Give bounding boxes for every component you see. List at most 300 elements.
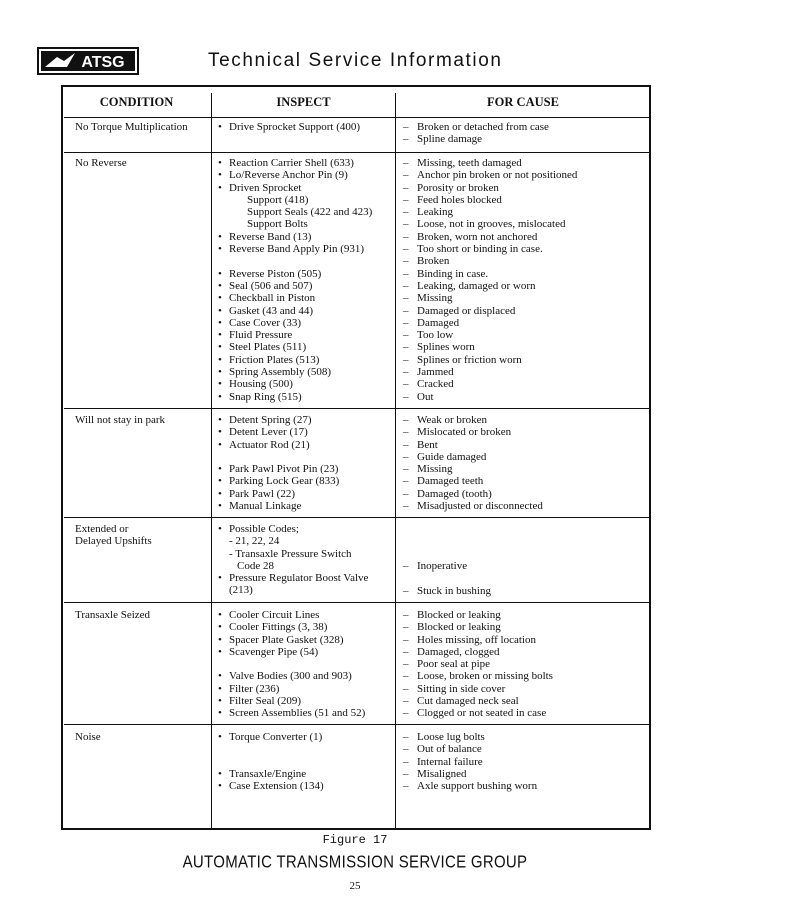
condition-cell: [75, 121, 188, 133]
spacer: [218, 743, 324, 755]
inspect-item: [218, 523, 368, 535]
dash-icon: –: [403, 230, 409, 243]
bullet-icon: •: [218, 414, 222, 426]
inspect-item: [218, 305, 372, 317]
inspect-text: Scavenger Pipe (54): [229, 645, 319, 658]
dash-icon: –: [403, 206, 409, 219]
bullet-icon: •: [218, 633, 222, 646]
condition-text: No Torque Multiplication: [75, 121, 188, 133]
cause-item: [403, 218, 577, 230]
bullet-icon: •: [218, 463, 222, 476]
dash-icon: –: [403, 378, 409, 391]
bullet-icon: •: [218, 316, 222, 329]
cause-text: Spline damage: [417, 133, 483, 146]
cause-item: [403, 329, 577, 341]
cause-text: Axle support bushing worn: [417, 780, 538, 793]
inspect-item: [218, 475, 339, 487]
inspect-item: [218, 206, 372, 218]
inspect-item: [218, 317, 372, 329]
cause-text: Clogged or not seated in case: [417, 707, 547, 720]
spacer: [218, 756, 324, 768]
inspect-item: [218, 439, 339, 451]
inspect-item: [218, 707, 365, 719]
inspect-item: [218, 329, 372, 341]
dash-icon: –: [403, 366, 409, 379]
bullet-icon: •: [218, 475, 222, 488]
inspect-item: [218, 243, 372, 255]
dash-icon: –: [403, 609, 409, 621]
inspect-item: [218, 426, 339, 438]
inspect-text: Steel Plates (511): [229, 341, 307, 354]
dash-icon: –: [403, 438, 409, 451]
cause-item: [403, 292, 577, 304]
bullet-icon: •: [218, 181, 222, 194]
cause-text: Anchor pin broken or not positioned: [417, 169, 578, 182]
inspect-item: [218, 463, 339, 475]
cause-cell: [403, 157, 577, 403]
cause-text: Holes missing, off location: [417, 633, 536, 646]
cause-cell: [403, 121, 549, 146]
cause-item: [403, 378, 577, 390]
cause-item: [403, 317, 577, 329]
inspect-item: [218, 683, 365, 695]
spacer: [218, 658, 365, 670]
dash-icon: –: [403, 500, 409, 513]
dash-icon: –: [403, 767, 409, 780]
inspect-item: [218, 391, 372, 403]
cause-item: [403, 231, 577, 243]
dash-icon: –: [403, 707, 409, 720]
cause-item: [403, 414, 543, 426]
row-separator: [64, 517, 650, 518]
cause-item: [403, 658, 553, 670]
inspect-text: Transaxle/Engine: [229, 767, 307, 780]
bullet-icon: •: [218, 780, 222, 793]
cause-item: [403, 560, 467, 572]
condition-cell: [75, 609, 150, 621]
inspect-text: Pressure Regulator Boost Valve: [229, 572, 369, 585]
cause-text: Damaged, clogged: [417, 645, 500, 658]
inspect-item: [218, 292, 372, 304]
cause-text: Leaking, damaged or worn: [417, 279, 536, 292]
inspect-text: Driven Sprocket: [229, 181, 302, 194]
cause-item: [403, 255, 577, 267]
inspect-item: [218, 182, 372, 194]
inspect-item: [218, 488, 339, 500]
row-separator: [64, 152, 650, 153]
cause-item: [403, 439, 543, 451]
cause-item: [403, 206, 577, 218]
condition-text: Extended or: [75, 523, 129, 535]
condition-cell: [75, 157, 127, 169]
dash-icon: –: [403, 450, 409, 463]
bullet-icon: •: [218, 243, 222, 256]
bullet-icon: •: [218, 390, 222, 403]
inspect-item: [218, 584, 368, 596]
dash-icon: –: [403, 658, 409, 671]
dash-icon: –: [403, 157, 409, 169]
cause-item: [403, 243, 577, 255]
cause-item: [403, 768, 537, 780]
dash-icon: –: [403, 584, 409, 597]
dash-icon: –: [403, 181, 409, 194]
inspect-text: Support Seals (422 and 423): [247, 206, 373, 219]
figure-caption: Figure 17: [322, 833, 388, 847]
bullet-icon: •: [218, 267, 222, 280]
cause-text: Mislocated or broken: [417, 426, 512, 439]
cause-text: Blocked or leaking: [417, 621, 501, 634]
cause-item: [403, 780, 537, 792]
dash-icon: –: [403, 621, 409, 634]
inspect-text: Actuator Rod (21): [229, 438, 310, 451]
inspect-item: [218, 354, 372, 366]
inspect-item: [218, 121, 360, 133]
inspect-text: Spring Assembly (508): [229, 366, 332, 379]
cause-text: Damaged: [417, 316, 460, 329]
cause-item: [403, 585, 491, 597]
dash-icon: –: [403, 645, 409, 658]
cause-item: [403, 157, 577, 169]
dash-icon: –: [403, 341, 409, 354]
dash-icon: –: [403, 487, 409, 500]
cause-item: [403, 354, 577, 366]
bullet-icon: •: [218, 329, 222, 342]
cause-item: [403, 475, 543, 487]
inspect-text: Lo/Reverse Anchor Pin (9): [229, 169, 348, 182]
dash-icon: –: [403, 743, 409, 756]
cause-text: Loose lug bolts: [417, 731, 485, 743]
inspect-text: Valve Bodies (300 and 903): [229, 670, 352, 683]
inspect-text: Support (418): [247, 193, 309, 206]
inspect-text: Filter Seal (209): [229, 695, 302, 708]
inspect-text: (213): [229, 584, 253, 597]
bullet-icon: •: [218, 341, 222, 354]
row-separator: [64, 602, 650, 603]
inspect-text: Support Bolts: [247, 218, 308, 231]
inspect-text: Torque Converter (1): [229, 731, 323, 743]
row-separator: [64, 408, 650, 409]
cause-text: Too short or binding in case.: [417, 243, 543, 256]
cause-text: Jammed: [417, 366, 454, 379]
inspect-text: Housing (500): [229, 378, 293, 391]
condition-text: Transaxle Seized: [75, 609, 151, 621]
cause-text: Broken: [417, 255, 450, 268]
cause-text: Blocked or leaking: [417, 609, 501, 621]
bullet-icon: •: [218, 645, 222, 658]
inspect-text: Park Pawl Pivot Pin (23): [229, 463, 339, 476]
dash-icon: –: [403, 695, 409, 708]
cause-text: Porosity or broken: [417, 181, 499, 194]
cause-text: Binding in case.: [417, 267, 489, 280]
cause-text: Splines or friction worn: [417, 353, 522, 366]
inspect-text: Spacer Plate Gasket (328): [229, 633, 344, 646]
inspect-item: [218, 414, 339, 426]
cause-text: Splines worn: [417, 341, 475, 354]
inspect-text: Park Pawl (22): [229, 487, 295, 500]
condition-text: No Reverse: [75, 157, 127, 169]
row-separator: [64, 724, 650, 725]
inspect-item: [218, 621, 365, 633]
bullet-icon: •: [218, 621, 222, 634]
bullet-icon: •: [218, 169, 222, 182]
inspect-item: [218, 169, 372, 181]
inspect-text: Snap Ring (515): [229, 390, 302, 403]
cause-item: [403, 683, 553, 695]
cause-text: Cut damaged neck seal: [417, 695, 519, 708]
bullet-icon: •: [218, 523, 222, 535]
inspect-text: Drive Sprocket Support (400): [229, 121, 361, 133]
cause-item: [403, 646, 553, 658]
bullet-icon: •: [218, 670, 222, 683]
inspect-item: [218, 695, 365, 707]
inspect-item: [218, 670, 365, 682]
condition-text: Delayed Upshifts: [75, 535, 152, 548]
inspect-item: [218, 378, 372, 390]
cause-text: Misaligned: [417, 767, 467, 780]
logo-text: ATSG: [81, 54, 125, 71]
cause-item: [403, 707, 553, 719]
bullet-icon: •: [218, 731, 222, 743]
bullet-icon: •: [218, 279, 222, 292]
inspect-item: [218, 500, 339, 512]
inspect-item: [218, 548, 368, 560]
cause-item: [403, 280, 577, 292]
condition-text: Noise: [75, 731, 101, 743]
inspect-cell: [218, 414, 339, 512]
dash-icon: –: [403, 426, 409, 439]
bullet-icon: •: [218, 572, 222, 585]
inspect-item: [218, 268, 372, 280]
cause-item: [403, 133, 549, 145]
bullet-icon: •: [218, 500, 222, 513]
dash-icon: –: [403, 731, 409, 743]
cause-item: [403, 366, 577, 378]
cause-text: Damaged (tooth): [417, 487, 492, 500]
cause-text: Internal failure: [417, 755, 483, 768]
bullet-icon: •: [218, 157, 222, 169]
inspect-item: [218, 194, 372, 206]
dash-icon: –: [403, 267, 409, 280]
inspect-item: [218, 157, 372, 169]
cause-item: [403, 634, 553, 646]
inspect-item: [218, 572, 368, 584]
cause-item: [403, 756, 537, 768]
dash-icon: –: [403, 255, 409, 268]
dash-icon: –: [403, 304, 409, 317]
dash-icon: –: [403, 390, 409, 403]
inspect-text: Detent Spring (27): [229, 414, 312, 426]
dash-icon: –: [403, 329, 409, 342]
column-divider-1: [211, 93, 212, 828]
inspect-item: [218, 634, 365, 646]
dash-icon: –: [403, 316, 409, 329]
bullet-icon: •: [218, 426, 222, 439]
cause-item: [403, 731, 537, 743]
cause-text: Leaking: [417, 206, 454, 219]
inspect-item: [218, 609, 365, 621]
cause-text: Stuck in bushing: [417, 584, 491, 597]
cause-text: Broken or detached from case: [417, 121, 549, 133]
inspect-text: Reverse Band (13): [229, 230, 312, 243]
condition-cell: [75, 731, 101, 743]
inspect-cell: [218, 157, 372, 403]
dash-icon: –: [403, 633, 409, 646]
header-inspect: INSPECT: [276, 95, 331, 109]
inspect-cell: [218, 731, 324, 792]
cause-text: Cracked: [417, 378, 454, 391]
bullet-icon: •: [218, 487, 222, 500]
dash-icon: –: [403, 414, 409, 426]
inspect-text: Case Extension (134): [229, 780, 324, 793]
atsg-logo: [37, 47, 139, 75]
cause-item: [403, 670, 553, 682]
cause-item: [403, 426, 543, 438]
dash-icon: –: [403, 475, 409, 488]
cause-item: [403, 609, 553, 621]
cause-text: Broken, worn not anchored: [417, 230, 538, 243]
inspect-text: Filter (236): [229, 682, 280, 695]
cause-text: Too low: [417, 329, 454, 342]
page-title: Technical Service Information: [208, 50, 503, 71]
cause-item: [403, 500, 543, 512]
cause-item: [403, 463, 543, 475]
dash-icon: –: [403, 193, 409, 206]
cause-text: Missing: [417, 292, 453, 305]
inspect-text: Reaction Carrier Shell (633): [229, 157, 354, 169]
inspect-cell: [218, 523, 368, 597]
cause-item: [403, 268, 577, 280]
inspect-item: [218, 366, 372, 378]
dash-icon: –: [403, 133, 409, 146]
cause-item: [403, 194, 577, 206]
dash-icon: –: [403, 670, 409, 683]
cause-text: Missing, teeth damaged: [417, 157, 522, 169]
inspect-text: Seal (506 and 507): [229, 279, 313, 292]
cause-item: [403, 743, 537, 755]
inspect-text: Case Cover (33): [229, 316, 302, 329]
bullet-icon: •: [218, 304, 222, 317]
cause-text: Damaged or displaced: [417, 304, 516, 317]
bullet-icon: •: [218, 438, 222, 451]
dash-icon: –: [403, 243, 409, 256]
dash-icon: –: [403, 169, 409, 182]
inspect-text: Reverse Band Apply Pin (931): [229, 243, 365, 256]
bullet-icon: •: [218, 609, 222, 621]
inspect-text: Friction Plates (513): [229, 353, 320, 366]
inspect-text: Checkball in Piston: [229, 292, 316, 305]
cause-text: Out of balance: [417, 743, 482, 756]
inspect-text: Detent Lever (17): [229, 426, 308, 439]
cause-item: [403, 391, 577, 403]
inspect-text: Code 28: [237, 559, 274, 572]
inspect-item: [218, 646, 365, 658]
cause-text: Inoperative: [417, 559, 468, 572]
inspect-cell: [218, 609, 365, 720]
condition-cell: [75, 414, 165, 426]
dash-icon: –: [403, 463, 409, 476]
cause-text: Misadjusted or disconnected: [417, 500, 543, 513]
row-separator: [64, 117, 650, 118]
header-condition: CONDITION: [99, 95, 174, 109]
cause-text: Sitting in side cover: [417, 682, 506, 695]
inspect-text: - Transaxle Pressure Switch: [229, 547, 352, 560]
cause-text: Loose, broken or missing bolts: [417, 670, 553, 683]
spacer: [218, 255, 372, 267]
condition-text: Will not stay in park: [75, 414, 165, 426]
dash-icon: –: [403, 682, 409, 695]
inspect-text: Possible Codes;: [229, 523, 299, 535]
cause-item: [403, 305, 577, 317]
bullet-icon: •: [218, 230, 222, 243]
bullet-icon: •: [218, 695, 222, 708]
dash-icon: –: [403, 780, 409, 793]
dash-icon: –: [403, 353, 409, 366]
inspect-item: [218, 218, 372, 230]
cause-text: Out: [417, 390, 434, 403]
inspect-cell: [218, 121, 360, 133]
dash-icon: –: [403, 755, 409, 768]
cause-item: [403, 451, 543, 463]
cause-text: Bent: [417, 438, 438, 451]
cause-item: [403, 341, 577, 353]
inspect-item: [218, 231, 372, 243]
inspect-text: Gasket (43 and 44): [229, 304, 314, 317]
inspect-text: Cooler Fittings (3, 38): [229, 621, 328, 634]
bullet-icon: •: [218, 353, 222, 366]
inspect-item: [218, 560, 368, 572]
bullet-icon: •: [218, 292, 222, 305]
column-divider-2: [395, 93, 396, 828]
cause-text: Loose, not in grooves, mislocated: [417, 218, 566, 231]
inspect-text: Manual Linkage: [229, 500, 302, 513]
condition-cell: [75, 523, 152, 548]
cause-text: Guide damaged: [417, 450, 487, 463]
inspect-item: [218, 768, 324, 780]
inspect-text: Parking Lock Gear (833): [229, 475, 340, 488]
cause-item: [403, 182, 577, 194]
page-number: 25: [349, 880, 361, 892]
cause-text: Weak or broken: [417, 414, 487, 426]
inspect-item: [218, 280, 372, 292]
dash-icon: –: [403, 559, 409, 572]
cause-item: [403, 621, 553, 633]
cause-text: Damaged teeth: [417, 475, 484, 488]
inspect-item: [218, 535, 368, 547]
inspect-item: [218, 341, 372, 353]
bullet-icon: •: [218, 366, 222, 379]
cause-item: [403, 488, 543, 500]
cause-item: [403, 121, 549, 133]
footer-title: AUTOMATIC TRANSMISSION SERVICE GROUP: [182, 852, 528, 873]
header-cause: FOR CAUSE: [487, 95, 559, 109]
inspect-text: Reverse Piston (505): [229, 267, 322, 280]
bullet-icon: •: [218, 767, 222, 780]
dash-icon: –: [403, 218, 409, 231]
cause-cell: [403, 414, 543, 512]
dash-icon: –: [403, 292, 409, 305]
cause-cell: [403, 609, 553, 720]
inspect-text: - 21, 22, 24: [229, 535, 280, 548]
spacer: [218, 451, 339, 463]
cause-text: Missing: [417, 463, 453, 476]
bullet-icon: •: [218, 378, 222, 391]
dash-icon: –: [403, 279, 409, 292]
inspect-item: [218, 731, 324, 743]
bullet-icon: •: [218, 121, 222, 133]
cause-cell: [403, 731, 537, 792]
inspect-text: Cooler Circuit Lines: [229, 609, 320, 621]
cause-text: Feed holes blocked: [417, 193, 502, 206]
